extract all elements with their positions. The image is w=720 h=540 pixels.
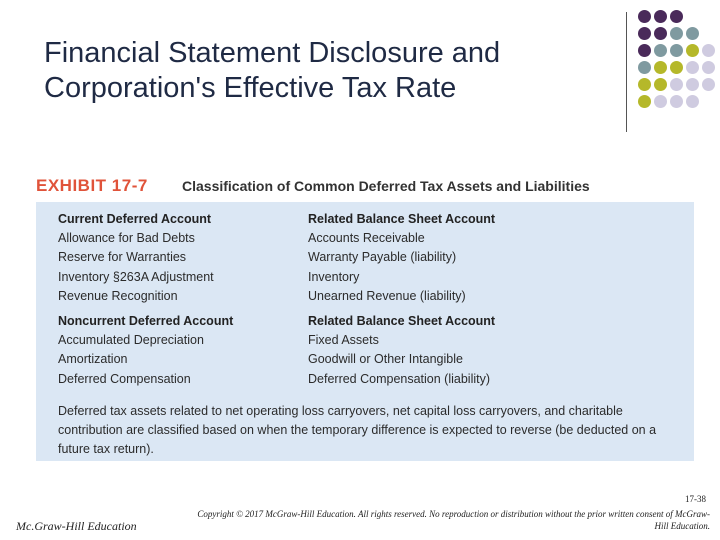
balance-sheet-account: Warranty Payable (liability) (308, 250, 457, 264)
deferred-account: Amortization (58, 352, 128, 366)
decorative-dot (670, 95, 683, 108)
deferred-account: Allowance for Bad Debts (58, 231, 195, 245)
decorative-dot (670, 10, 683, 23)
table-row (36, 250, 694, 269)
balance-sheet-account: Unearned Revenue (liability) (308, 289, 466, 303)
decorative-dot (670, 61, 683, 74)
decorative-dot (670, 78, 683, 91)
decorative-dot (654, 10, 667, 23)
exhibit-title: Classification of Common Deferred Tax Assets and Liabilities (182, 178, 590, 194)
balance-sheet-account: Inventory (308, 270, 360, 284)
decorative-dot-grid (638, 10, 720, 120)
decorative-dot (654, 44, 667, 57)
noncurrent-header-row (36, 314, 694, 333)
exhibit-header (36, 176, 696, 198)
column-header: Related Balance Sheet Account (308, 212, 496, 226)
table-row (36, 372, 694, 391)
slide-title (44, 36, 604, 106)
balance-sheet-account: Accounts Receivable (308, 231, 425, 245)
decorative-dot (686, 78, 699, 91)
decorative-dot (638, 44, 651, 57)
publisher-name: Mc.Graw-Hill Education (16, 519, 137, 533)
decorative-dot (654, 61, 667, 74)
decorative-dot (686, 44, 699, 57)
decorative-dot (702, 61, 715, 74)
exhibit-table (36, 202, 694, 461)
balance-sheet-account: Deferred Compensation (liability) (308, 372, 491, 386)
column-header: Noncurrent Deferred Account (58, 314, 234, 328)
decorative-dot (638, 61, 651, 74)
balance-sheet-account: Goodwill or Other Intangible (308, 352, 463, 366)
table-row (36, 289, 694, 308)
decorative-dot (686, 95, 699, 108)
decorative-dot (670, 27, 683, 40)
decorative-dot (638, 10, 651, 23)
decorative-dot (638, 78, 651, 91)
balance-sheet-account: Fixed Assets (308, 333, 379, 347)
slide-title-line-2: Corporation's Effective Tax Rate (44, 72, 457, 104)
decorative-dot (670, 44, 683, 57)
decorative-dot (638, 27, 651, 40)
decorative-dot (654, 78, 667, 91)
slide-title-line-1: Financial Statement Disclosure and (44, 37, 501, 69)
column-header: Current Deferred Account (58, 212, 212, 226)
table-row (36, 333, 694, 352)
table-row (36, 270, 694, 289)
decorative-dot (702, 44, 715, 57)
decorative-dot (638, 95, 651, 108)
table-row (36, 352, 694, 371)
divider-line (626, 12, 627, 132)
decorative-dot (654, 27, 667, 40)
exhibit-number: EXHIBIT 17-7 (36, 176, 148, 195)
column-header: Related Balance Sheet Account (308, 314, 496, 328)
copyright-notice: Copyright © 2017 McGraw-Hill Education. All rights reserved. No reproduction or distribution without the prior written consent of McGraw-Hill Education. (197, 509, 710, 531)
deferred-account: Deferred Compensation (58, 372, 191, 386)
decorative-dot (654, 95, 667, 108)
deferred-account: Inventory §263A Adjustment (58, 270, 214, 284)
page-number: 17-38 (685, 494, 706, 504)
current-header-row (36, 212, 694, 231)
table-row (36, 231, 694, 250)
decorative-dot (686, 27, 699, 40)
exhibit-note: Deferred tax assets related to net operating loss carryovers, net capital loss carryovers, and charitable contribution are classified based on when the temporary difference is expected to reverse (be deducted on a future tax return). (58, 404, 657, 456)
decorative-dot (702, 78, 715, 91)
decorative-dot (686, 61, 699, 74)
deferred-account: Accumulated Depreciation (58, 333, 204, 347)
deferred-account: Revenue Recognition (58, 289, 178, 303)
deferred-account: Reserve for Warranties (58, 250, 187, 264)
